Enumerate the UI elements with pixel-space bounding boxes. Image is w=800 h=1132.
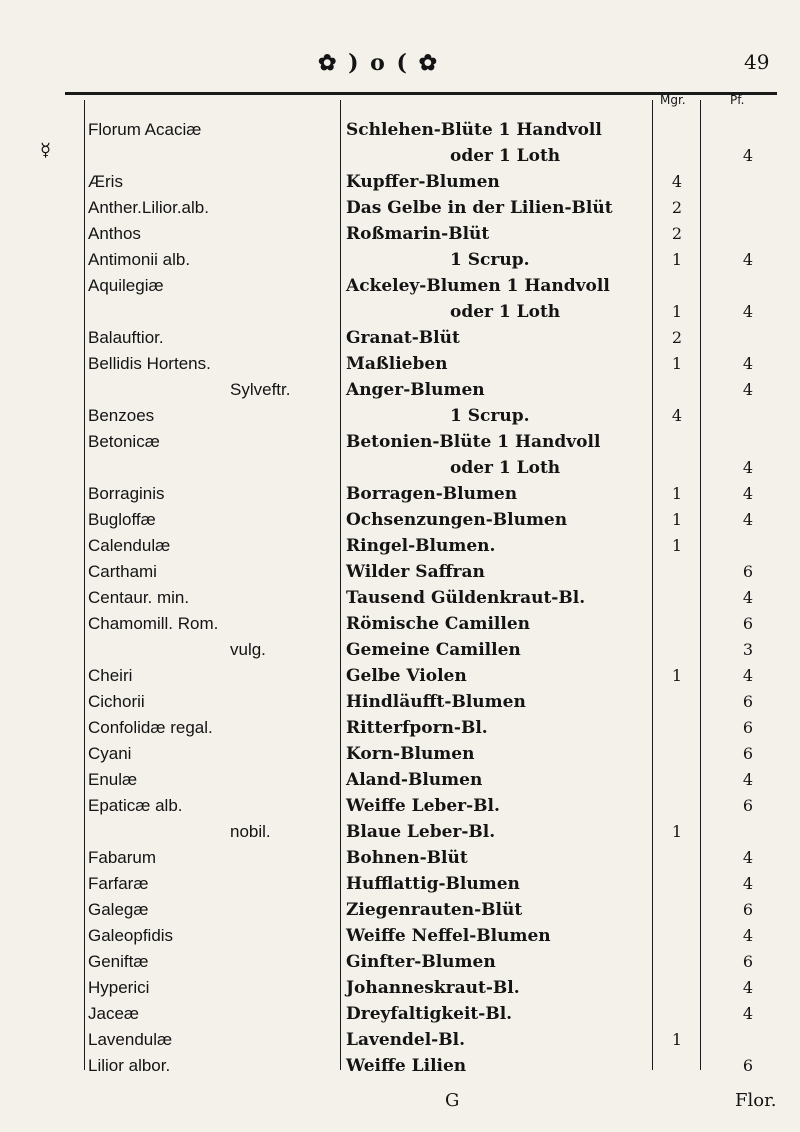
latin-name: Benzoes xyxy=(88,406,155,425)
table-row xyxy=(0,456,800,480)
price-pf: 4 xyxy=(742,302,754,321)
latin-name: Anther.Lilior.alb. xyxy=(88,198,209,217)
table-row xyxy=(0,170,800,194)
table-row xyxy=(0,1054,800,1078)
latin-name: vulg. xyxy=(230,640,266,659)
table-row xyxy=(0,352,800,376)
table-row xyxy=(0,612,800,636)
price-pf: 6 xyxy=(742,952,754,971)
table-row xyxy=(0,378,800,402)
page-header xyxy=(0,0,800,107)
table-row xyxy=(0,300,800,324)
german-name: Korn-Blumen xyxy=(346,744,475,764)
german-name: Blaue Leber-Bl. xyxy=(346,822,496,842)
table-row xyxy=(0,248,800,272)
price-pf: 6 xyxy=(742,614,754,633)
price-mgr: 4 xyxy=(671,406,683,425)
german-name: Ginfter-Blumen xyxy=(346,952,496,972)
german-name: Gelbe Violen xyxy=(346,666,467,686)
latin-name: Antimonii alb. xyxy=(88,250,191,269)
table-row xyxy=(0,638,800,662)
price-pf: 4 xyxy=(742,848,754,867)
table-row xyxy=(0,326,800,350)
german-name: Kupffer-Blumen xyxy=(346,172,500,192)
latin-name: Lavendulæ xyxy=(88,1030,173,1049)
table-row xyxy=(0,144,800,168)
german-name: Gemeine Camillen xyxy=(346,640,521,660)
table-row xyxy=(0,586,800,610)
table-row xyxy=(0,430,800,454)
german-name: Ackeley-Blumen 1 Handvoll xyxy=(346,276,610,296)
german-name: Schlehen-Blüte 1 Handvoll xyxy=(346,120,602,140)
margin-mark: ☿ xyxy=(40,140,52,161)
german-name: Roßmarin-Blüt xyxy=(346,224,490,244)
table-row xyxy=(0,664,800,688)
latin-name: Lilior albor. xyxy=(88,1056,171,1075)
price-mgr: 2 xyxy=(671,224,683,243)
signature-mark: G xyxy=(445,1090,460,1111)
table-row xyxy=(0,560,800,584)
price-mgr: 1 xyxy=(671,354,683,373)
latin-name: Bugloffæ xyxy=(88,510,156,529)
german-name: Betonien-Blüte 1 Handvoll xyxy=(346,432,601,452)
price-pf: 4 xyxy=(742,146,754,165)
latin-name: Borraginis xyxy=(88,484,165,503)
price-pf: 6 xyxy=(742,692,754,711)
latin-name: Enulæ xyxy=(88,770,138,789)
latin-name: Cichorii xyxy=(88,692,145,711)
price-pf: 4 xyxy=(742,354,754,373)
latin-name: Cyani xyxy=(88,744,132,763)
table-row xyxy=(0,794,800,818)
german-name: Maßlieben xyxy=(346,354,448,374)
price-mgr: 1 xyxy=(671,822,683,841)
table-row xyxy=(0,768,800,792)
price-pf: 4 xyxy=(742,770,754,789)
table-row xyxy=(0,716,800,740)
table-row xyxy=(0,1002,800,1026)
header-ornament: ✿ ) o ( ✿ xyxy=(318,50,439,76)
table-row xyxy=(0,196,800,220)
price-pf: 4 xyxy=(742,666,754,685)
price-mgr: 1 xyxy=(671,510,683,529)
german-name: oder 1 Loth xyxy=(450,302,561,322)
table-row xyxy=(0,1028,800,1052)
price-mgr: 2 xyxy=(671,328,683,347)
german-name: Ochsenzungen-Blumen xyxy=(346,510,568,530)
german-name: Hufflattig-Blumen xyxy=(346,874,520,894)
german-name: Aland-Blumen xyxy=(346,770,483,790)
german-name: Bohnen-Blüt xyxy=(346,848,468,868)
german-name: Anger-Blumen xyxy=(346,380,485,400)
price-pf: 6 xyxy=(742,1056,754,1075)
price-pf: 4 xyxy=(742,874,754,893)
column-header-pf: Pf. xyxy=(730,93,745,107)
table-row xyxy=(0,976,800,1000)
catchword: Flor. xyxy=(735,1090,777,1111)
table-row xyxy=(0,820,800,844)
latin-name: Geniftæ xyxy=(88,952,149,971)
latin-name: Confolidæ regal. xyxy=(88,718,213,737)
price-pf: 4 xyxy=(742,926,754,945)
german-name: Das Gelbe in der Lilien-Blüt xyxy=(346,198,613,218)
latin-name: Jaceæ xyxy=(88,1004,140,1023)
latin-name: Æris xyxy=(88,172,123,191)
table-row xyxy=(0,482,800,506)
table-row xyxy=(0,508,800,532)
german-name: Römische Camillen xyxy=(346,614,531,634)
latin-name: nobil. xyxy=(230,822,271,841)
german-name: Granat-Blüt xyxy=(346,328,460,348)
price-pf: 4 xyxy=(742,458,754,477)
latin-name: Centaur. min. xyxy=(88,588,190,607)
latin-name: Balauftior. xyxy=(88,328,164,347)
latin-name: Calendulæ xyxy=(88,536,171,555)
german-name: Hindläufft-Blumen xyxy=(346,692,526,712)
latin-name: Aquilegiæ xyxy=(88,276,164,295)
german-name: Weiffe Leber-Bl. xyxy=(346,796,500,816)
german-name: Weiffe Lilien xyxy=(346,1056,467,1076)
latin-name: Farfaræ xyxy=(88,874,149,893)
german-name: Ziegenrauten-Blüt xyxy=(346,900,523,920)
price-mgr: 1 xyxy=(671,250,683,269)
german-name: Johanneskraut-Bl. xyxy=(346,978,520,998)
table-row xyxy=(0,534,800,558)
price-pf: 4 xyxy=(742,978,754,997)
table-row xyxy=(0,222,800,246)
latin-name: Fabarum xyxy=(88,848,157,867)
german-name: Lavendel-Bl. xyxy=(346,1030,465,1050)
german-name: Weiffe Neffel-Blumen xyxy=(346,926,551,946)
price-pf: 6 xyxy=(742,796,754,815)
german-name: Borragen-Blumen xyxy=(346,484,518,504)
table-row xyxy=(0,950,800,974)
table-row xyxy=(0,872,800,896)
price-pf: 6 xyxy=(742,900,754,919)
german-name: 1 Scrup. xyxy=(450,406,530,426)
table-row xyxy=(0,742,800,766)
german-name: Ritterfporn-Bl. xyxy=(346,718,488,738)
price-pf: 3 xyxy=(742,640,754,659)
latin-name: Cheiri xyxy=(88,666,133,685)
german-name: Tausend Güldenkraut-Bl. xyxy=(346,588,586,608)
table-row xyxy=(0,274,800,298)
price-pf: 6 xyxy=(742,744,754,763)
price-pf: 4 xyxy=(742,1004,754,1023)
table-row xyxy=(0,118,800,142)
latin-name: Hyperici xyxy=(88,978,150,997)
table-row xyxy=(0,690,800,714)
price-pf: 4 xyxy=(742,484,754,503)
price-pf: 4 xyxy=(742,588,754,607)
latin-name: Betonicæ xyxy=(88,432,160,451)
latin-name: Chamomill. Rom. xyxy=(88,614,219,633)
column-header-mgr: Mgr. xyxy=(660,93,686,107)
price-pf: 6 xyxy=(742,718,754,737)
price-mgr: 2 xyxy=(671,198,683,217)
latin-name: Bellidis Hortens. xyxy=(88,354,211,373)
table-row xyxy=(0,404,800,428)
latin-name: Galeopfidis xyxy=(88,926,174,945)
price-mgr: 1 xyxy=(671,536,683,555)
price-mgr: 4 xyxy=(671,172,683,191)
german-name: oder 1 Loth xyxy=(450,146,561,166)
price-pf: 4 xyxy=(742,380,754,399)
german-name: Dreyfaltigkeit-Bl. xyxy=(346,1004,513,1024)
latin-name: Sylveftr. xyxy=(230,380,291,399)
price-mgr: 1 xyxy=(671,1030,683,1049)
latin-name: Anthos xyxy=(88,224,141,243)
price-pf: 4 xyxy=(742,510,754,529)
price-pf: 6 xyxy=(742,562,754,581)
latin-name: Epaticæ alb. xyxy=(88,796,183,815)
german-name: Ringel-Blumen. xyxy=(346,536,496,556)
price-mgr: 1 xyxy=(671,484,683,503)
price-mgr: 1 xyxy=(671,302,683,321)
table-row xyxy=(0,846,800,870)
table-row xyxy=(0,898,800,922)
latin-name: Galegæ xyxy=(88,900,149,919)
table-row xyxy=(0,924,800,948)
german-name: Wilder Saffran xyxy=(346,562,485,582)
latin-name: Florum Acaciæ xyxy=(88,120,202,139)
price-pf: 4 xyxy=(742,250,754,269)
page-number: 49 xyxy=(744,50,770,74)
price-mgr: 1 xyxy=(671,666,683,685)
german-name: 1 Scrup. xyxy=(450,250,530,270)
latin-name: Carthami xyxy=(88,562,157,581)
german-name: oder 1 Loth xyxy=(450,458,561,478)
